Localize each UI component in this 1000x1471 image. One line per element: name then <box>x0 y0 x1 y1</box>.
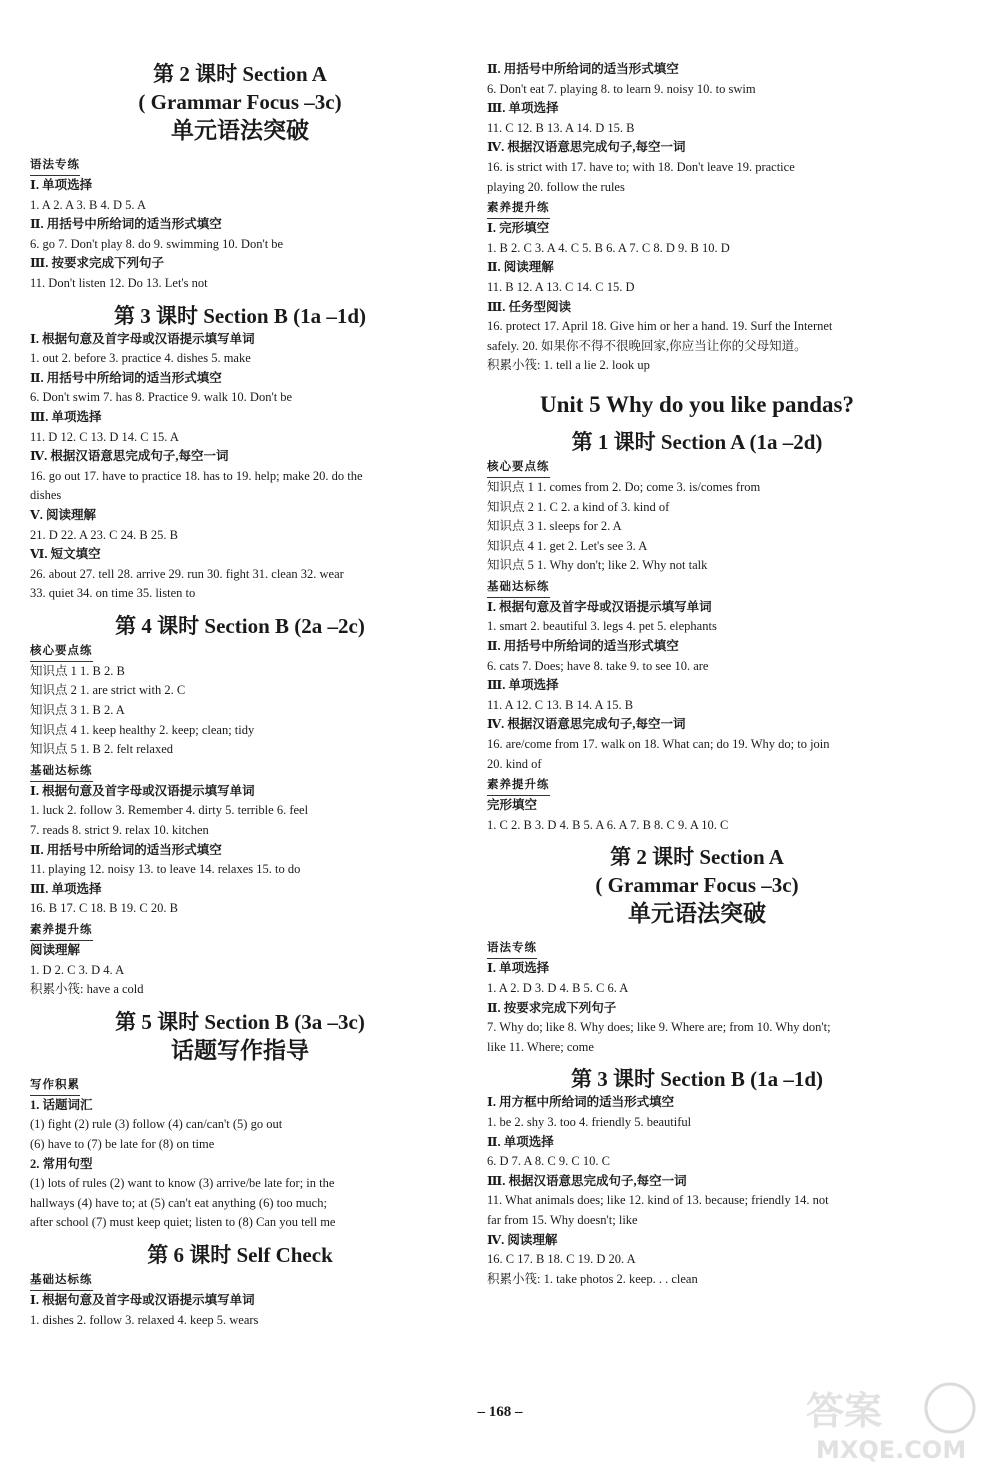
exercise-heading: Ⅱ. 按要求完成下列句子 <box>487 1000 617 1015</box>
exercise-heading: Ⅱ. 单项选择 <box>487 1134 554 1149</box>
exercise-heading: Ⅰ. 根据句意及首字母或汉语提示填写单词 <box>30 783 255 798</box>
section-tag: 素养提升练 <box>487 199 550 219</box>
exercise-heading: 2. 常用句型 <box>30 1156 93 1171</box>
exercise-heading: Ⅱ. 用括号中所给词的适当形式填空 <box>30 217 222 232</box>
answer-line: hallways (4) have to; at (5) can't eat anything (6) too much; <box>30 1195 327 1210</box>
answer-line: 知识点 3 1. sleeps for 2. A <box>487 519 622 534</box>
answer-line: 16. B 17. C 18. B 19. C 20. B <box>30 901 178 916</box>
answer-line: 7. Why do; like 8. Why does; like 9. Where are; from 10. Why don't; <box>487 1020 831 1035</box>
answer-line: 1. B 2. C 3. A 4. C 5. B 6. A 7. C 8. D 9. B 10. D <box>487 240 730 255</box>
answer-line: 6. D 7. A 8. C 9. C 10. C <box>487 1154 610 1169</box>
exercise-heading: Ⅴ. 阅读理解 <box>30 507 96 522</box>
answer-line: like 11. Where; come <box>487 1039 594 1054</box>
answer-line: 6. cats 7. Does; have 8. take 9. to see 10. are <box>487 658 709 673</box>
answer-line: 1. out 2. before 3. practice 4. dishes 5. make <box>30 351 251 366</box>
section-tag: 基础达标练 <box>487 578 550 598</box>
lesson-title: 第 2 课时 Section A <box>610 845 784 870</box>
answer-line: 积累小筏: 1. tell a lie 2. look up <box>487 358 650 373</box>
answer-line: 1. A 2. A 3. B 4. D 5. A <box>30 197 146 212</box>
lesson-title: 第 3 课时 Section B (1a –1d) <box>571 1067 823 1092</box>
answer-line: 6. go 7. Don't play 8. do 9. swimming 10. Don't be <box>30 236 284 251</box>
section-heading: 单元语法突破 <box>628 901 766 928</box>
right-column <box>487 60 907 1289</box>
answer-line: 11. What animals does; like 12. kind of 13. because; friendly 14. not <box>487 1193 829 1208</box>
lesson-title: 第 6 课时 Self Check <box>147 1242 333 1267</box>
answer-line: 积累小筏: have a cold <box>30 982 144 997</box>
unit-title: Unit 5 Why do you like pandas? <box>539 391 854 417</box>
answer-line: 知识点 5 1. Why don't; like 2. Why not talk <box>487 558 708 573</box>
section-tag: 核心要点练 <box>30 642 93 662</box>
answer-line: 7. reads 8. strict 9. relax 10. kitchen <box>30 823 209 838</box>
answer-line: (1) lots of rules (2) want to know (3) arrive/be late for; in the <box>30 1176 335 1191</box>
exercise-heading: Ⅳ. 阅读理解 <box>487 1232 558 1247</box>
answer-line: 11. B 12. A 13. C 14. C 15. D <box>487 279 635 294</box>
lesson-title: 第 2 课时 Section A <box>153 62 327 86</box>
answer-line: (1) fight (2) rule (3) follow (4) can/can't (5) go out <box>30 1117 283 1132</box>
answer-line: 16. protect 17. April 18. Give him or her a hand. 19. Surf the Internet <box>487 319 833 334</box>
answer-line: 1. D 2. C 3. D 4. A <box>30 962 125 977</box>
lesson-title: 第 5 课时 Section B (3a –3c) <box>115 1009 365 1034</box>
answer-line: 知识点 1 1. B 2. B <box>30 663 125 678</box>
answer-line: 1. luck 2. follow 3. Remember 4. dirty 5. terrible 6. feel <box>30 803 309 818</box>
answer-line: 16. are/come from 17. walk on 18. What can; do 19. Why do; to join <box>487 737 830 752</box>
answer-line: 21. D 22. A 23. C 24. B 25. B <box>30 527 178 542</box>
answer-line: 16. go out 17. have to practice 18. has to 19. help; make 20. do the <box>30 468 363 483</box>
exercise-heading: Ⅵ. 短文填空 <box>30 547 101 562</box>
exercise-heading: Ⅱ. 阅读理解 <box>487 260 554 275</box>
exercise-heading: Ⅲ. 根据汉语意思完成句子,每空一词 <box>487 1173 687 1188</box>
lesson-title: ( Grammar Focus –3c) <box>138 90 342 114</box>
answer-line: 11. D 12. C 13. D 14. C 15. A <box>30 429 179 444</box>
lesson-title: 第 4 课时 Section B (2a –2c) <box>115 613 365 638</box>
exercise-heading: 1. 话题词汇 <box>30 1097 93 1112</box>
answer-line: 6. Don't eat 7. playing 8. to learn 9. noisy 10. to swim <box>487 81 756 96</box>
exercise-heading: Ⅲ. 任务型阅读 <box>487 299 571 314</box>
answer-line: 知识点 5 1. B 2. felt relaxed <box>30 742 174 757</box>
answer-line: 知识点 2 1. are strict with 2. C <box>30 683 186 698</box>
answer-line: after school (7) must keep quiet; listen to (8) Can you tell me <box>30 1215 336 1230</box>
exercise-heading: Ⅱ. 用括号中所给词的适当形式填空 <box>487 639 679 654</box>
answer-line: 26. about 27. tell 28. arrive 29. run 30. fight 31. clean 32. wear <box>30 566 344 581</box>
answer-line: 知识点 1 1. comes from 2. Do; come 3. is/comes from <box>487 479 761 494</box>
exercise-heading: Ⅰ. 根据句意及首字母或汉语提示填写单词 <box>30 1292 255 1307</box>
section-tag: 基础达标练 <box>30 762 93 782</box>
page-number: – 168 – <box>477 1404 523 1420</box>
exercise-heading: Ⅲ. 按要求完成下列句子 <box>30 256 164 271</box>
exercise-heading: 阅读理解 <box>30 943 81 957</box>
answer-line: 20. kind of <box>487 756 542 771</box>
left-column <box>30 60 450 1330</box>
answer-line: 知识点 2 1. C 2. a kind of 3. kind of <box>487 499 670 514</box>
answer-line: 6. Don't swim 7. has 8. Practice 9. walk 10. Don't be <box>30 390 293 405</box>
lesson-title: 第 3 课时 Section B (1a –1d) <box>114 303 366 328</box>
svg-text:MXQE.COM: MXQE.COM <box>816 1436 967 1464</box>
answer-line: 11. A 12. C 13. B 14. A 15. B <box>487 697 634 712</box>
answer-line: 知识点 4 1. get 2. Let's see 3. A <box>487 538 648 553</box>
exercise-heading: 完形填空 <box>487 798 538 813</box>
exercise-heading: Ⅲ. 单项选择 <box>30 881 102 896</box>
exercise-heading: Ⅰ. 完形填空 <box>487 221 550 236</box>
answer-line: 16. is strict with 17. have to; with 18. Don't leave 19. practice <box>487 159 795 174</box>
answer-line: 1. dishes 2. follow 3. relaxed 4. keep 5. wears <box>30 1312 259 1327</box>
section-tag: 素养提升练 <box>487 776 550 796</box>
answer-line: 33. quiet 34. on time 35. listen to <box>30 586 196 601</box>
exercise-heading: Ⅱ. 用括号中所给词的适当形式填空 <box>30 842 222 857</box>
exercise-heading: Ⅳ. 根据汉语意思完成句子,每空一词 <box>487 717 686 732</box>
answer-line: 11. C 12. B 13. A 14. D 15. B <box>487 120 635 135</box>
exercise-heading: Ⅰ. 单项选择 <box>487 961 550 976</box>
section-tag: 语法专练 <box>30 156 80 176</box>
answer-line: 11. playing 12. noisy 13. to leave 14. relaxes 15. to do <box>30 862 301 877</box>
lesson-title: 第 1 课时 Section A (1a –2d) <box>571 429 823 454</box>
answer-line: (6) have to (7) be late for (8) on time <box>30 1136 215 1151</box>
exercise-heading: Ⅱ. 用括号中所给词的适当形式填空 <box>487 62 679 76</box>
answer-line: playing 20. follow the rules <box>487 179 625 194</box>
answer-line: dishes <box>30 488 62 503</box>
answer-line: 16. C 17. B 18. C 19. D 20. A <box>487 1252 636 1267</box>
exercise-heading: Ⅰ. 单项选择 <box>30 178 93 192</box>
section-tag: 素养提升练 <box>30 921 93 941</box>
exercise-heading: Ⅰ. 用方框中所给词的适当形式填空 <box>487 1095 675 1110</box>
exercise-heading: Ⅳ. 根据汉语意思完成句子,每空一词 <box>30 449 229 464</box>
answer-line: 知识点 3 1. B 2. A <box>30 703 125 718</box>
exercise-heading: Ⅱ. 用括号中所给词的适当形式填空 <box>30 370 222 385</box>
answer-line: safely. 20. 如果你不得不很晚回家,你应当让你的父母知道。 <box>487 338 807 353</box>
exercise-heading: Ⅳ. 根据汉语意思完成句子,每空一词 <box>487 140 686 155</box>
lesson-title: ( Grammar Focus –3c) <box>595 873 799 898</box>
section-tag: 语法专练 <box>487 939 537 959</box>
answer-line: 知识点 4 1. keep healthy 2. keep; clean; tidy <box>30 722 255 737</box>
exercise-heading: Ⅲ. 单项选择 <box>487 101 559 116</box>
svg-text:答案: 答案 <box>806 1389 883 1433</box>
exercise-heading: Ⅰ. 根据句意及首字母或汉语提示填写单词 <box>487 599 712 614</box>
answer-line: 11. Don't listen 12. Do 13. Let's not <box>30 275 208 290</box>
section-tag: 基础达标练 <box>30 1271 93 1291</box>
answer-line: 积累小筏: 1. take photos 2. keep. . . clean <box>487 1271 698 1286</box>
answer-line: 1. C 2. B 3. D 4. B 5. A 6. A 7. B 8. C 9. A 10. C <box>487 817 729 832</box>
exercise-heading: Ⅰ. 根据句意及首字母或汉语提示填写单词 <box>30 331 255 346</box>
section-heading: 话题写作指导 <box>171 1037 309 1064</box>
section-tag: 写作积累 <box>30 1076 80 1096</box>
answer-line: far from 15. Why doesn't; like <box>487 1212 638 1227</box>
watermark-logo <box>800 1380 990 1466</box>
answer-line: 1. be 2. shy 3. too 4. friendly 5. beautiful <box>487 1114 692 1129</box>
section-heading: 单元语法突破 <box>171 118 309 144</box>
exercise-heading: Ⅲ. 单项选择 <box>487 678 559 693</box>
answer-line: 1. A 2. D 3. D 4. B 5. C 6. A <box>487 981 629 995</box>
section-tag: 核心要点练 <box>487 458 550 478</box>
answer-line: 1. smart 2. beautiful 3. legs 4. pet 5. elephants <box>487 619 717 634</box>
exercise-heading: Ⅲ. 单项选择 <box>30 409 102 424</box>
